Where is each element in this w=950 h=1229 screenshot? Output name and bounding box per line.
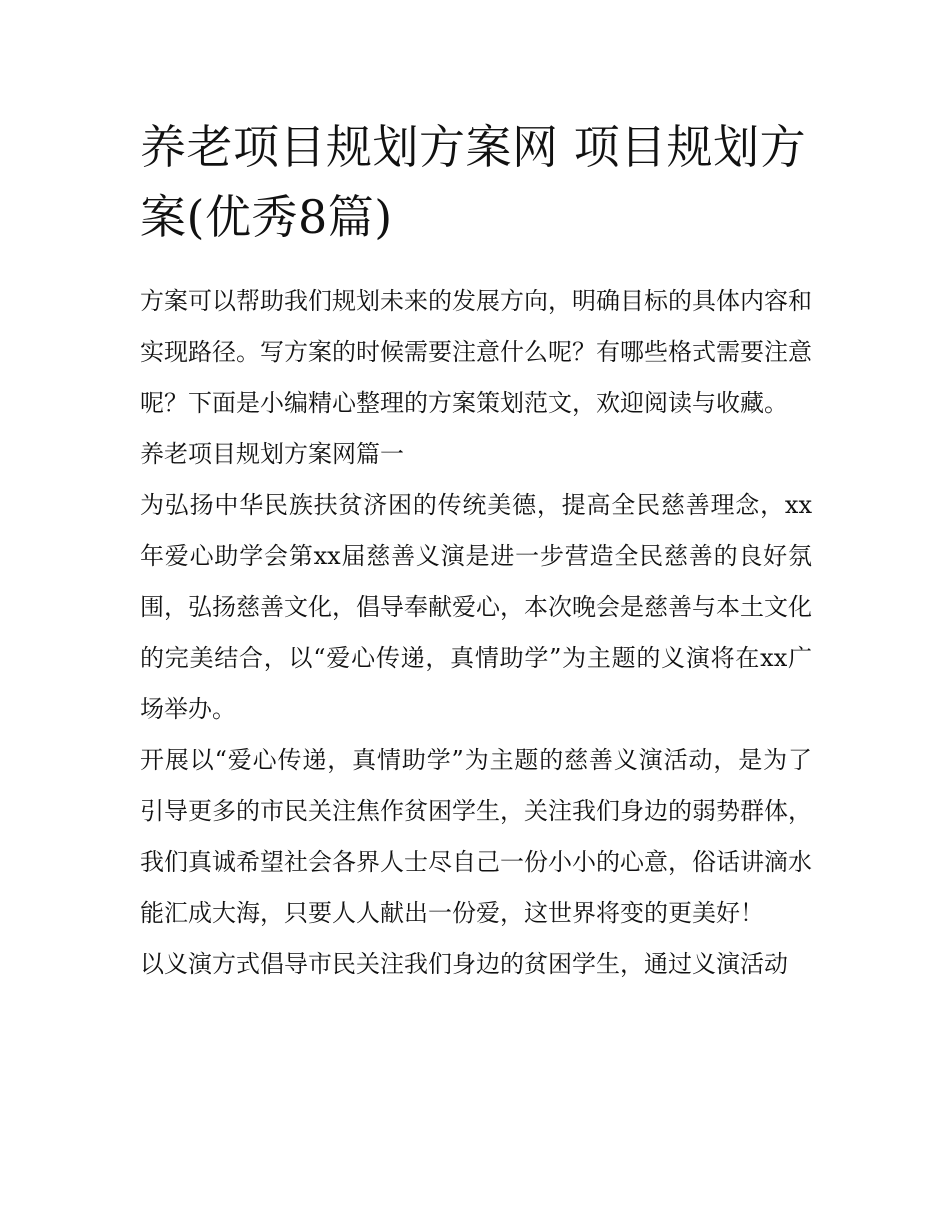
body-paragraph-3: 以义演方式倡导市民关注我们身边的贫困学生，通过义演活动 xyxy=(140,950,788,978)
document-title: 养老项目规划方案网 项目规划方案(优秀8篇) xyxy=(140,120,807,244)
body-paragraph-2: 开展以“爱心传递，真情助学”为主题的慈善义演活动，是为了引导更多的市民关注焦作贫困学生，关注我们身边的弱势群体，我们真诚希望社会各界人士尽自己一份小小的心意，俗话讲滴水能汇成大海，只要人人献出一份爱，这世界将变的更美好！ xyxy=(140,746,812,927)
section-heading: 养老项目规划方案网篇一 xyxy=(140,440,404,468)
body-paragraph-1: 为弘扬中华民族扶贫济困的传统美德，提高全民慈善理念，xx年爱心助学会第xx届慈善义演是进一步营造全民慈善的良好氛围，弘扬慈善文化，倡导奉献爱心，本次晚会是慈善与本土文化的完美结合，以“爱心传递，真情助学”为主题的义演将在xx广场举办。 xyxy=(140,491,812,723)
intro-paragraph: 方案可以帮助我们规划未来的发展方向，明确目标的具体内容和实现路径。写方案的时候需要注意什么呢？有哪些格式需要注意呢？下面是小编精心整理的方案策划范文，欢迎阅读与收藏。 xyxy=(140,287,812,417)
document-page xyxy=(140,112,812,990)
